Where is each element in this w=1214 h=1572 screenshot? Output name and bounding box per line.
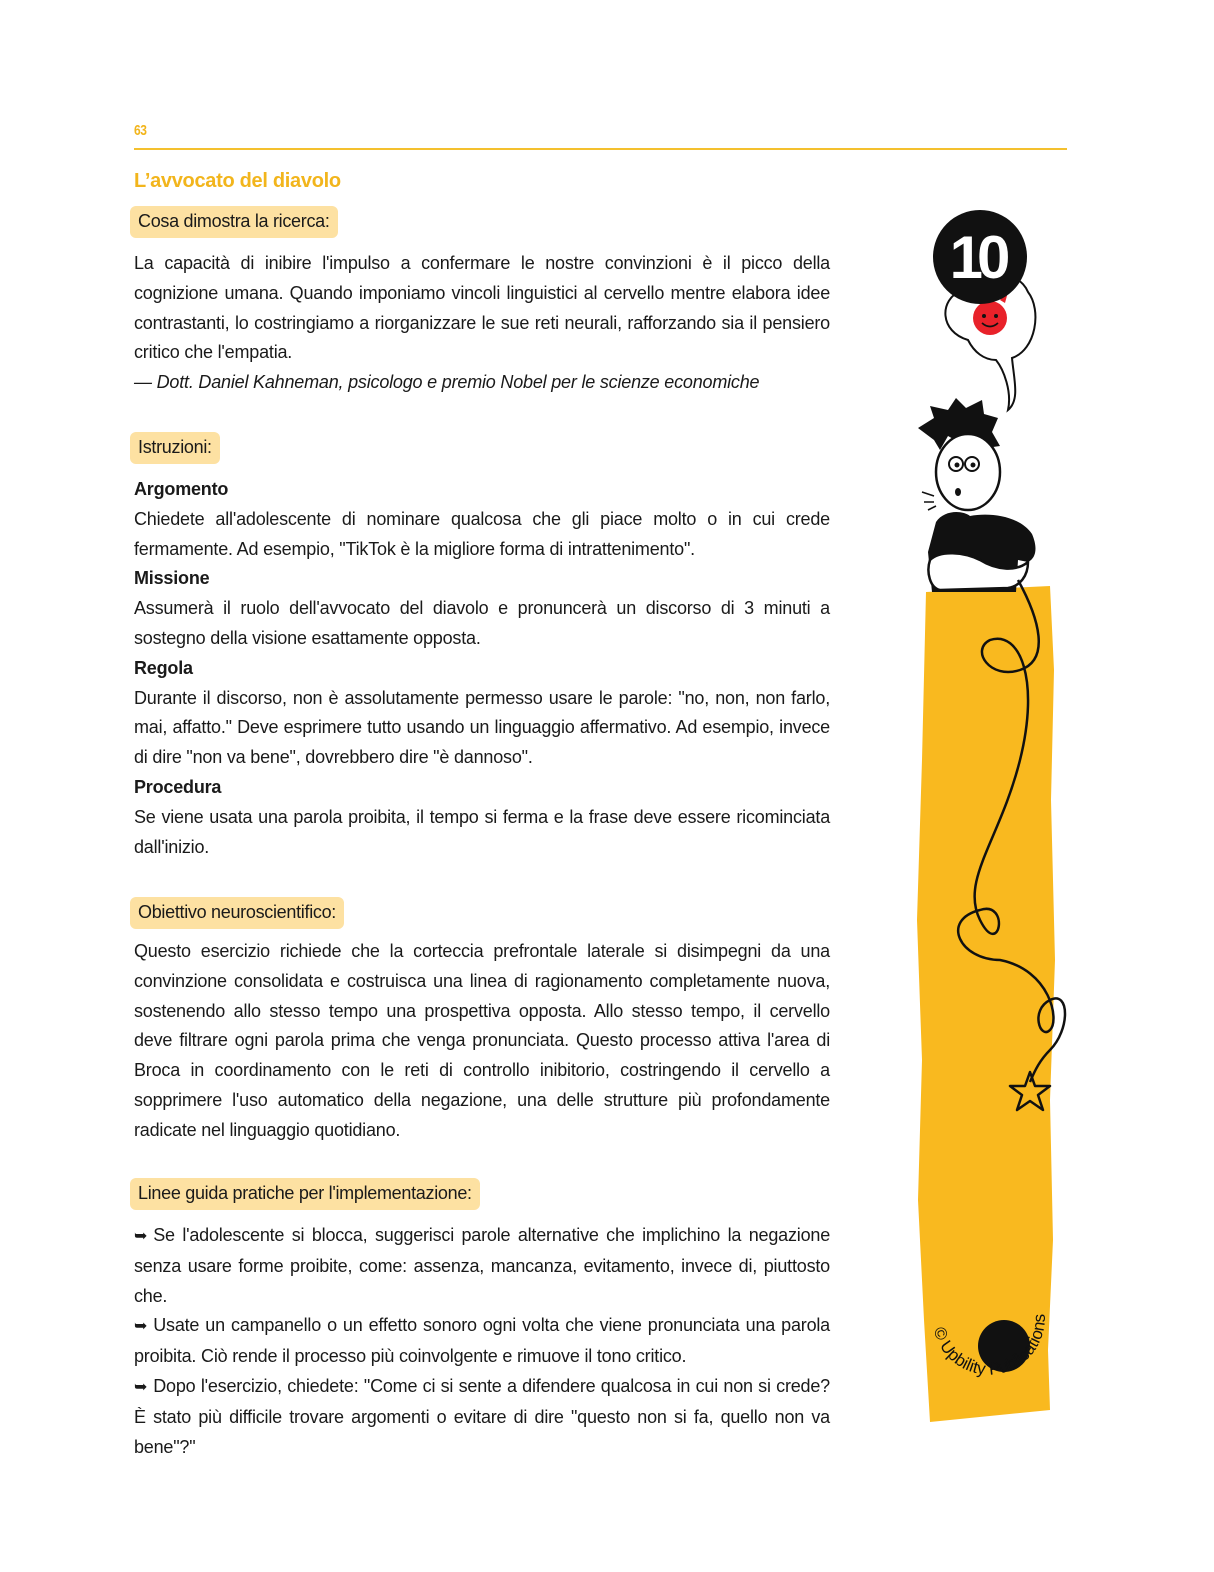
badge-number: 10 [949, 223, 1005, 291]
boy-face [936, 434, 1000, 510]
arrow-bullet-icon: ➥ [134, 1318, 148, 1336]
instruction-title: Procedura [134, 776, 222, 797]
instruction-text: Se viene usata una parola proibita, il tempo si ferma e la frase deve essere ricominciata dall'inizio. [134, 806, 830, 857]
objective-label: Obiettivo neuroscientifico: [130, 897, 344, 929]
instructions-block [134, 475, 830, 862]
research-label: Cosa dimostra la ricerca: [130, 206, 338, 238]
guideline-item [134, 1221, 830, 1311]
instruction-text: Durante il discorso, non è assolutamente permesso usare le parole: "no, non, non farlo, mai, affatto." Deve esprimere tutto usando un linguaggio affermativo. Ad esempio, invece di dire "non va bene", dovrebbero dire "è dannoso". [134, 687, 830, 768]
instruction-title: Regola [134, 657, 193, 678]
publisher-logo [920, 1300, 1060, 1410]
guideline-item [134, 1311, 830, 1372]
copyright-text: © Upbility Publications [929, 1313, 1049, 1379]
arrow-bullet-icon: ➥ [134, 1228, 148, 1245]
side-illustration [900, 200, 1090, 1440]
instruction-title: Argomento [134, 479, 229, 499]
research-text: La capacità di inibire l'impulso a confermare le nostre convinzioni è il picco della cognizione umana. Quando imponiamo vincoli linguistici al cervello mentre elabora idee contrastanti, lo costringiamo a riorganizzare le sue reti neurali, rafforzando sia il pensiero critico che l'empatia. [134, 253, 830, 363]
instruction-text: Assumerà il ruolo dell'avvocato del diavolo e pronuncerà un discorso di 3 minuti a sostegno della visione esattamente opposta. [134, 598, 830, 648]
research-block [134, 249, 830, 398]
devil-face [973, 301, 1007, 335]
objective-block [134, 937, 830, 1146]
guideline-text: Usate un campanello o un effetto sonoro ogni volta che viene pronunciata una parola proibita. Ciò rende il processo più coinvolgente e rimuove il tono critico. [134, 1315, 830, 1367]
instruction-text: Chiedete all'adolescente di nominare qualcosa che gli piace molto o in cui crede fermamente. Ad esempio, "TikTok è la migliore forma di intrattenimento". [134, 508, 830, 559]
brush-stripe [917, 586, 1055, 1422]
guideline-text: Dopo l'esercizio, chiedete: "Come ci si sente a difendere qualcosa in cui non si crede? È stato più difficile trovare argomenti o evitare di dire "questo non si fa, quello non va bene"?" [134, 1375, 830, 1457]
research-quote: — Dott. Daniel Kahneman, psicologo e premio Nobel per le scienze economiche [134, 372, 760, 393]
guidelines-label: Linee guida pratiche per l'implementazione: [130, 1178, 480, 1210]
instruction-title: Missione [134, 568, 210, 589]
guideline-text: Se l'adolescente si blocca, suggerisci parole alternative che implichino la negazione senza usare forme proibite, come: assenza, mancanza, evitamento, invece di, piuttosto che. [134, 1225, 830, 1306]
instructions-label: Istruzioni: [130, 432, 220, 464]
page-title: L’avvocato del diavolo [134, 170, 341, 192]
yellow-stripe-art [900, 200, 1090, 1440]
number-badge [933, 210, 1027, 304]
arrow-bullet-icon: ➥ [134, 1378, 148, 1396]
page-number: 63 [134, 122, 147, 139]
guidelines-block [134, 1221, 830, 1462]
objective-text: Questo esercizio richiede che la corteccia prefrontale laterale si disimpegni da una convinzione consolidata e costruisca una linea di ragionamento completamente nuova, sostenendo allo stesso tempo una prospettiva opposta. Allo stesso tempo, il cervello deve filtrare ogni parola prima che venga pronunciata. Questo processo attiva l'area di Broca in coordinamento con le reti di controllo inibitorio, costringendo il cervello a sopprimere l'uso automatico della negazione, una delle strutture più profondamente radicate nel linguaggio quotidiano. [134, 941, 830, 1140]
guideline-item [134, 1372, 830, 1462]
header-rule [134, 148, 1067, 150]
